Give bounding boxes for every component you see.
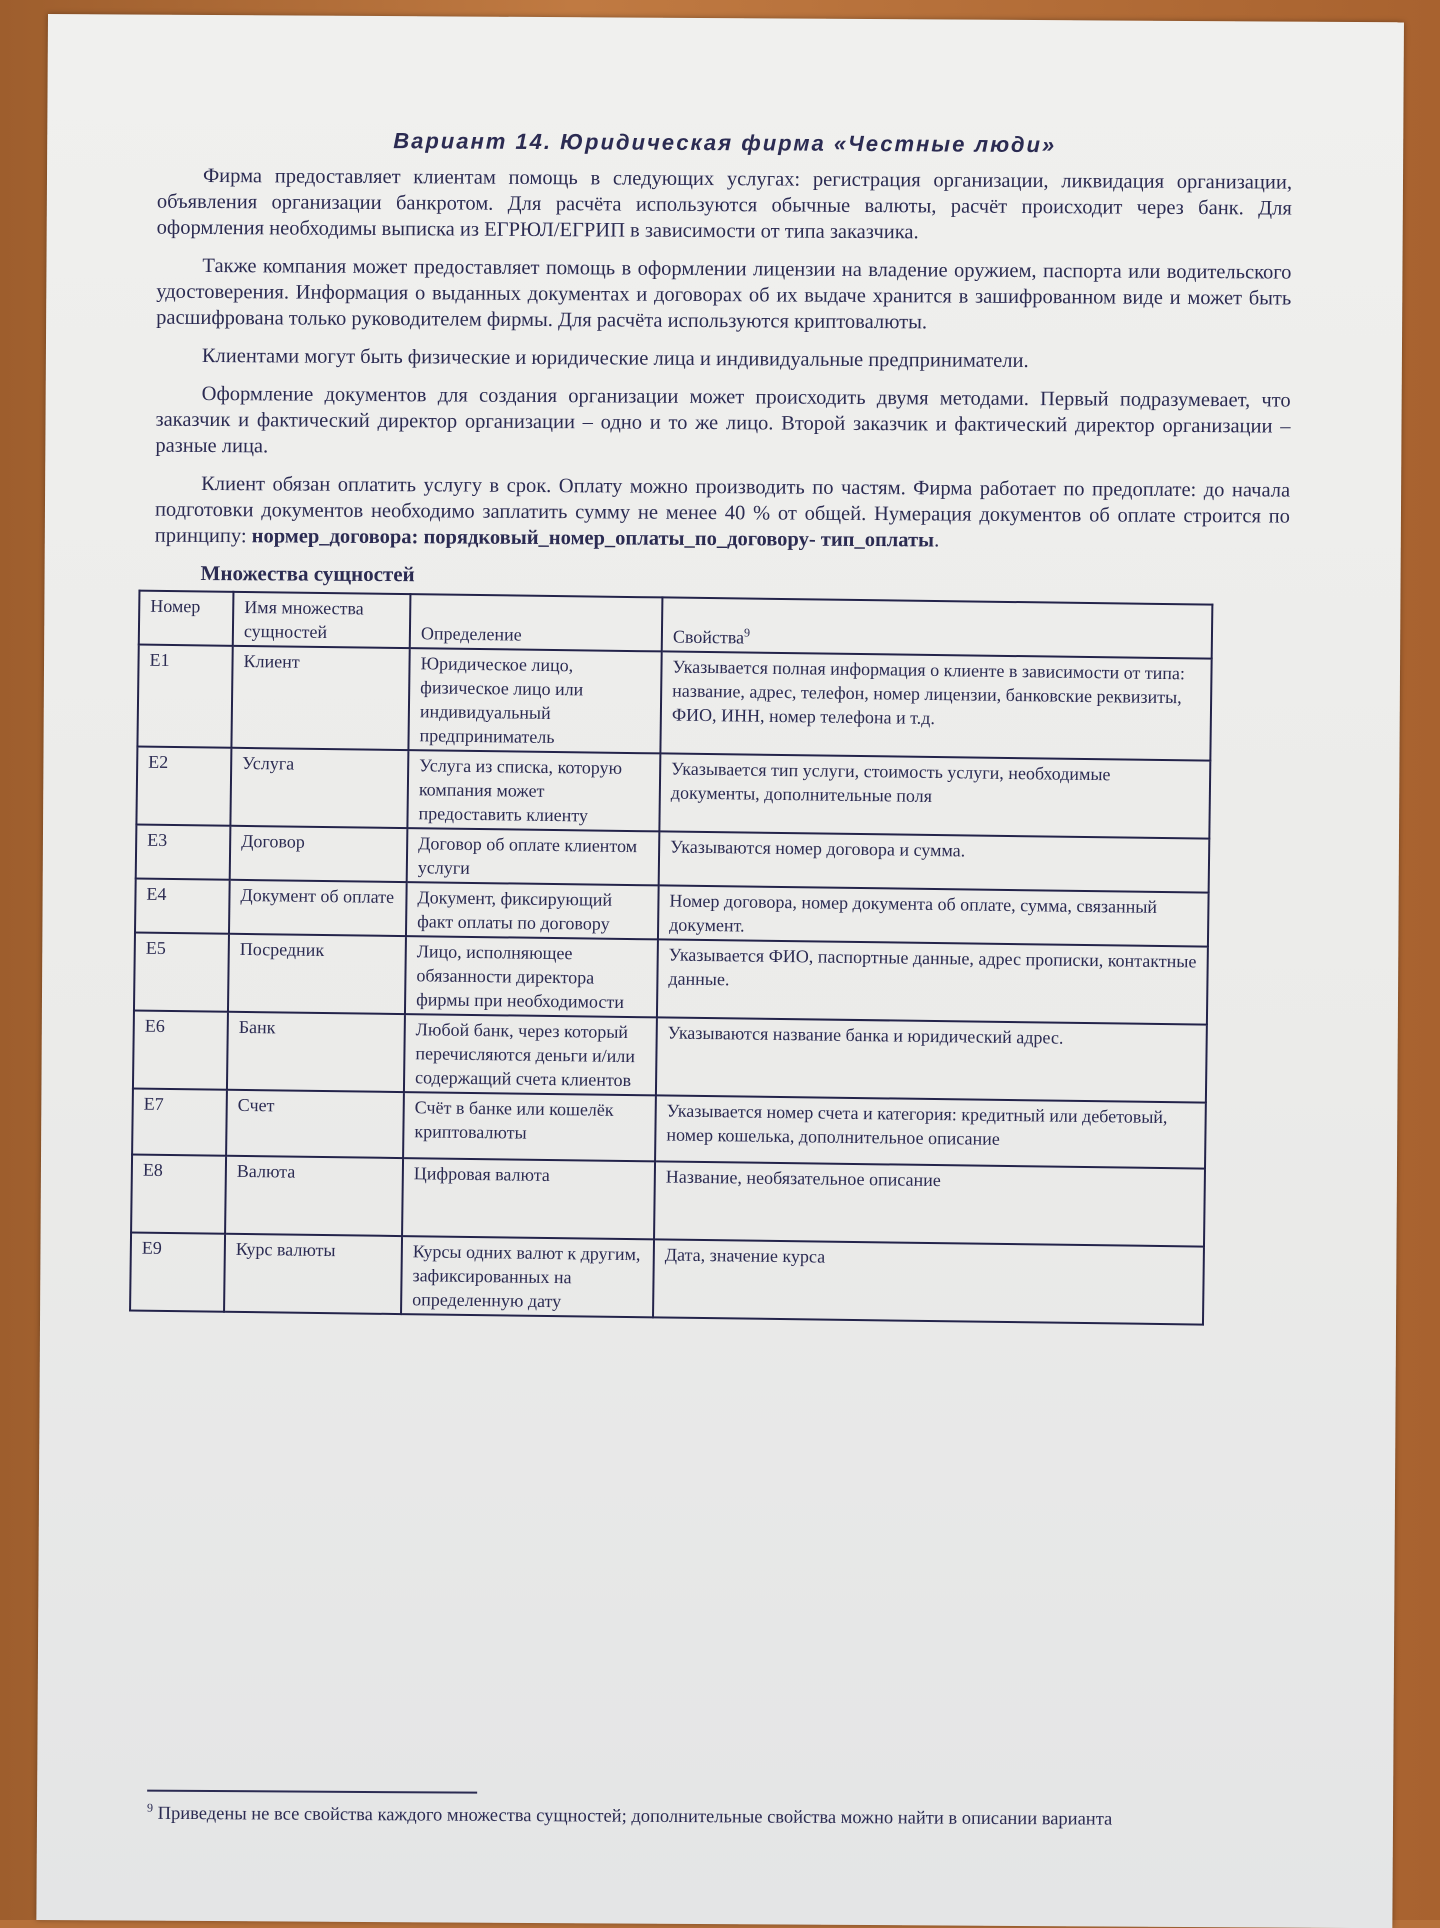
cell-name: Курс валюты	[224, 1234, 402, 1314]
footnote-number: 9	[147, 1800, 154, 1815]
cell-properties: Номер договора, номер документа об оплате, сумма, связанный документ.	[658, 885, 1209, 946]
cell-properties: Указываются название банка и юридический адрес.	[656, 1017, 1207, 1102]
header-properties	[662, 597, 1213, 658]
document-title: Вариант 14. Юридическая фирма «Честные люди»	[393, 128, 1057, 158]
footnote-mark: 9	[744, 625, 751, 640]
footnote-text: Приведены не все свойства каждого множества сущностей; дополнительные свойства можно найти в описании варианта	[152, 1803, 1113, 1830]
cell-definition: Документ, фиксирующий факт оплаты по договору	[406, 882, 659, 939]
table-row	[133, 1011, 1207, 1103]
paragraph-methods: Оформление документов для создания организации может происходить двумя методами. Первый подразумевает, что заказчик и фактический директор организации – одно и то же лицо. Второй заказчик и фактический директор организации – разные лица.	[155, 382, 1291, 458]
cell-definition: Цифровая валюта	[402, 1158, 655, 1239]
numbering-rule: нормер_договора: порядковый_номер_оплаты_по_договору- тип_оплаты	[251, 525, 935, 552]
paragraph-services: Фирма предоставляет клиентам помощь в следующих услугах: регистрация организации, ликвидация организации, объявления организации банкротом. Для расчёта используются обычные валюты, расчёт происходит через банк. Для оформления необходимы выписка из ЕГРЮЛ/ЕГРИП в зависимости от типа заказчика.	[156, 164, 1293, 244]
table-row	[131, 1155, 1205, 1247]
cell-number: E5	[134, 933, 229, 1012]
cell-properties: Указывается номер счета и категория: кредитный или дебетовый, номер кошелька, дополнительное описание	[655, 1095, 1206, 1168]
cell-definition: Курсы одних валют к другим, зафиксированных на определенную дату	[401, 1236, 654, 1317]
header-number: Номер	[139, 591, 234, 646]
cell-properties: Указывается полная информация о клиенте в зависимости от типа: название, адрес, телефон, номер лицензии, банковские реквизиты, ФИО, ИНН, номер телефона и т.д.	[660, 651, 1211, 760]
paragraph-licenses: Также компания может предоставляет помощь в оформлении лицензии на владение оружием, паспорта или водительского удостоверения. Информация о выданных документах и договорах об их выдаче хранится в зашифрованном виде и может быть расшифрована только руководителем фирмы. Для расчёта используются криптовалюты.	[156, 254, 1292, 334]
cell-properties: Указывается ФИО, паспортные данные, адрес прописки, контактные данные.	[657, 939, 1208, 1024]
table-row	[130, 1233, 1204, 1325]
header-properties-label: Свойства	[672, 626, 745, 648]
cell-name: Документ об оплате	[229, 880, 407, 936]
cell-definition: Юридическое лицо, физическое лицо или индивидуальный предприниматель	[408, 648, 661, 753]
cell-number: E2	[136, 747, 231, 826]
cell-name: Счет	[226, 1090, 404, 1158]
cell-name: Валюта	[225, 1156, 403, 1236]
cell-number: E3	[136, 825, 231, 880]
payment-end: .	[934, 529, 940, 552]
cell-number: E6	[133, 1011, 228, 1090]
cell-definition: Договор об оплате клиентом услуги	[407, 828, 660, 885]
cell-properties: Указывается тип услуги, стоимость услуги, необходимые документы, дополнительные поля	[659, 753, 1210, 838]
cell-name: Услуга	[230, 748, 408, 828]
cell-properties: Указываются номер договора и сумма.	[659, 831, 1210, 892]
cell-properties: Название, необязательное описание	[654, 1161, 1205, 1246]
cell-number: E4	[135, 879, 230, 934]
cell-definition: Счёт в банке или кошелёк криптовалюты	[403, 1092, 656, 1161]
cell-number: E9	[130, 1233, 225, 1312]
cell-properties: Дата, значение курса	[653, 1239, 1204, 1324]
table-row	[136, 747, 1210, 839]
cell-number: E8	[131, 1155, 226, 1234]
paper-sheet	[36, 14, 1404, 1928]
paragraph-clients: Клиентами могут быть физические и юридические лица и индивидуальные предприниматели.	[201, 344, 1029, 372]
cell-definition: Услуга из списка, которую компания может предоставить клиенту	[407, 750, 660, 831]
table-row	[137, 645, 1211, 761]
cell-name: Договор	[230, 826, 408, 882]
section-title: Множества сущностей	[200, 560, 415, 587]
document-content	[141, 127, 1293, 1319]
header-name: Имя множества сущностей	[233, 592, 411, 648]
cell-name: Посредник	[228, 934, 406, 1014]
cell-definition: Любой банк, через который перечисляются деньги и/или содержащий счета клиентов	[404, 1014, 657, 1095]
cell-number: E7	[132, 1089, 227, 1156]
table-row	[134, 933, 1208, 1025]
payment-text: Клиент обязан оплатить услугу в срок. Оплату можно производить по частям. Фирма работает по предоплате: до начала подготовки документов необходимо заплатить сумму не менее 40 % от общей. Нумерация документов об оплате строится по принципу:	[154, 472, 1291, 548]
paragraph-payment	[155, 471, 1290, 556]
cell-definition: Лицо, исполняющее обязанности директора фирмы при необходимости	[405, 936, 658, 1017]
footnote-divider	[147, 1790, 477, 1794]
cell-name: Банк	[227, 1012, 405, 1092]
header-definition: Определение	[410, 594, 663, 651]
footnote	[147, 1801, 1297, 1832]
cell-number: E1	[137, 645, 232, 748]
cell-name: Клиент	[231, 646, 409, 750]
entity-sets-table	[129, 590, 1213, 1326]
